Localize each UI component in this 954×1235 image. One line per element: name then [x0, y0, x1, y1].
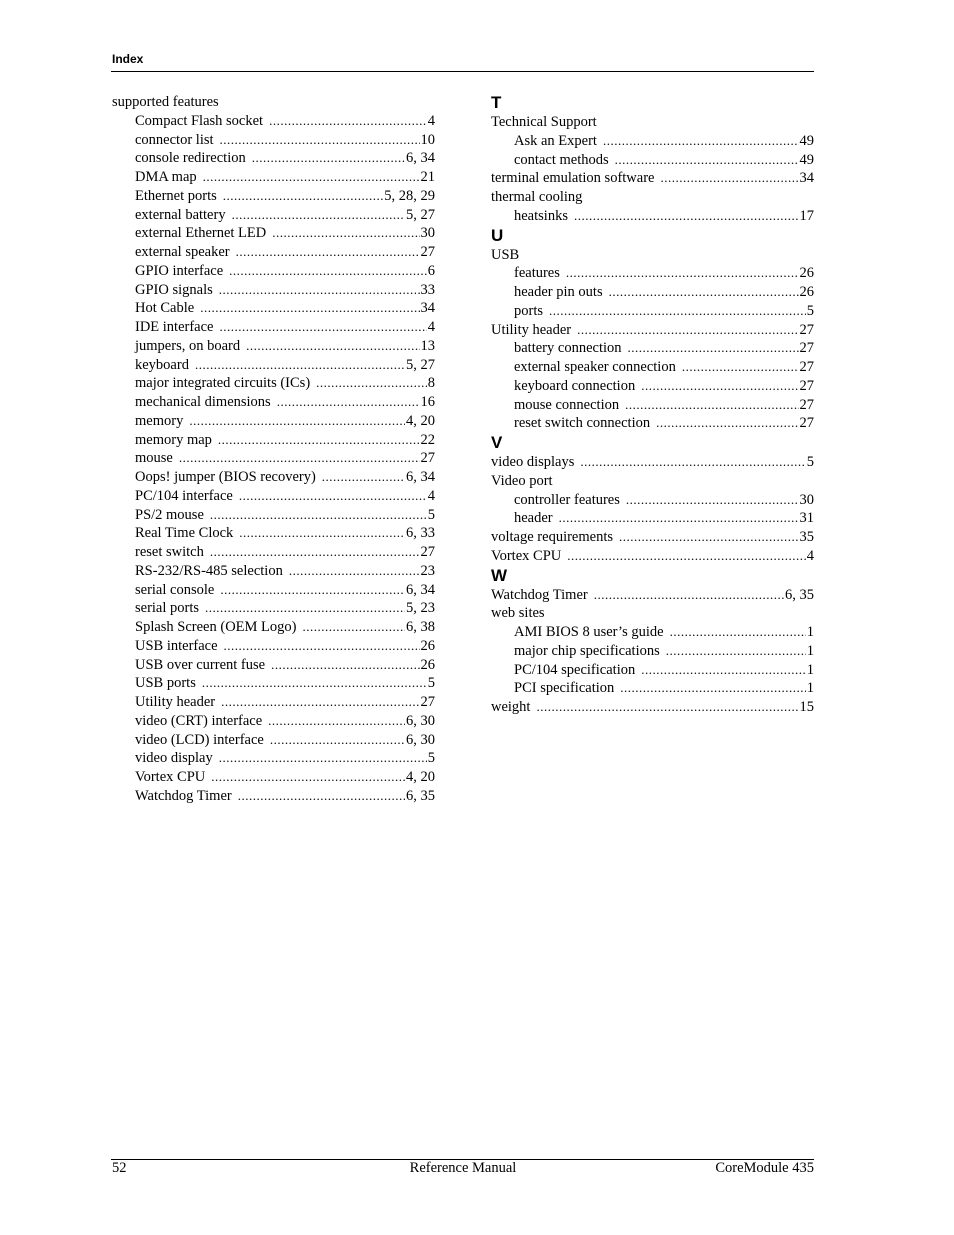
page-reference: 4 [806, 547, 814, 564]
index-subentry [491, 661, 814, 680]
dot-leader [615, 151, 799, 170]
index-term: features [514, 265, 560, 282]
page-reference: 27 [799, 396, 814, 413]
dot-leader [238, 787, 405, 806]
dot-leader [625, 396, 798, 415]
page-reference: 26 [420, 656, 435, 673]
dot-leader [203, 168, 420, 187]
index-term: Watchdog Timer [491, 586, 588, 603]
index-subentry [112, 337, 435, 356]
dot-leader [620, 679, 805, 698]
dot-leader [229, 262, 427, 281]
running-header: Index [112, 52, 144, 66]
index-column-right [491, 93, 814, 717]
page-reference: 5, 23 [406, 600, 435, 617]
dot-leader [221, 693, 419, 712]
dot-leader [220, 131, 420, 150]
index-subentry [491, 264, 814, 283]
page-reference: 23 [420, 562, 435, 579]
dot-leader [205, 599, 405, 618]
index-subentry [491, 396, 814, 415]
index-term: Compact Flash socket [135, 112, 264, 129]
page-reference: 4, 20 [406, 769, 435, 785]
dot-leader [670, 623, 806, 642]
index-term: keyboard [135, 356, 189, 373]
dot-leader [195, 356, 405, 375]
index-subentry [112, 318, 435, 337]
page-reference: 6, 34 [406, 581, 435, 598]
dot-leader [269, 112, 427, 131]
page-reference: 6, 33 [406, 525, 435, 542]
index-term: Hot Cable [135, 300, 195, 317]
index-term: RS-232/RS-485 selection [135, 562, 283, 579]
page-reference: 27 [799, 321, 814, 338]
dot-leader [609, 283, 799, 302]
dot-leader [219, 749, 427, 768]
page-reference: 27 [799, 415, 814, 432]
page-reference: 6, 35 [406, 787, 435, 804]
dot-leader [641, 377, 798, 396]
dot-leader [223, 187, 384, 206]
index-subentry [112, 412, 435, 431]
index-entry [491, 547, 814, 566]
dot-leader [559, 509, 799, 528]
index-term: console redirection [135, 150, 246, 167]
page-reference: 5, 27 [406, 206, 435, 223]
index-term: PC/104 interface [135, 487, 233, 504]
index-subentry [112, 468, 435, 487]
index-term: external Ethernet LED [135, 225, 267, 242]
dot-leader [179, 449, 420, 468]
index-subentry [112, 656, 435, 675]
index-subentry [112, 637, 435, 656]
page-reference: 30 [799, 491, 814, 508]
index-subentry [112, 674, 435, 693]
index-term: video (CRT) interface [135, 712, 263, 729]
dot-leader [189, 412, 405, 431]
index-entry [491, 586, 814, 605]
index-entry [491, 113, 814, 132]
page-reference: 5, 28, 29 [384, 187, 435, 204]
index-letter-heading: V [491, 433, 503, 452]
index-term: video display [135, 750, 213, 767]
index-term: Real Time Clock [135, 525, 234, 542]
index-term: reset switch [135, 544, 204, 560]
index-subentry [112, 431, 435, 450]
index-entry [491, 528, 814, 547]
index-term: AMI BIOS 8 user’s guide [514, 624, 664, 640]
index-term: mechanical dimensions [135, 394, 271, 410]
index-subentry [112, 543, 435, 562]
index-entry [491, 321, 814, 340]
page-reference: 49 [799, 132, 814, 149]
index-term: video (LCD) interface [135, 731, 264, 748]
dot-leader [218, 431, 420, 450]
index-term: supported features [112, 94, 219, 110]
index-term: Oops! jumper (BIOS recovery) [135, 469, 316, 485]
dot-leader [580, 453, 805, 472]
index-column-left [112, 93, 435, 806]
footer-title: Reference Manual [409, 1160, 517, 1176]
index-subentry [112, 168, 435, 187]
index-subentry [491, 414, 814, 433]
page-reference: 4 [427, 319, 435, 335]
index-term: video displays [491, 454, 575, 470]
index-entry [491, 246, 814, 265]
index-subentry [112, 356, 435, 375]
dot-leader [577, 321, 798, 340]
page-reference: 1 [806, 680, 814, 697]
index-subentry [491, 302, 814, 321]
index-entry [491, 604, 814, 623]
page-reference: 13 [420, 337, 435, 354]
index-term: PS/2 mouse [135, 506, 204, 523]
dot-leader [268, 712, 405, 731]
page-reference: 6 [427, 262, 435, 279]
page-reference: 26 [420, 637, 435, 654]
index-subentry [112, 618, 435, 637]
index-term: Splash Screen (OEM Logo) [135, 619, 297, 635]
dot-leader [536, 698, 798, 717]
dot-leader [220, 581, 405, 600]
index-term: terminal emulation software [491, 170, 655, 187]
index-subentry [491, 358, 814, 377]
index-term: PC/104 specification [514, 661, 636, 678]
page-reference: 5 [806, 454, 814, 470]
dot-leader [239, 487, 427, 506]
index-subentry [491, 491, 814, 510]
index-subentry [112, 131, 435, 150]
index-subentry [112, 749, 435, 768]
index-term: USB interface [135, 637, 218, 654]
dot-leader [200, 299, 419, 318]
index-entry [112, 93, 435, 112]
index-term: external speaker [135, 244, 230, 260]
dot-leader [619, 528, 799, 547]
dot-leader [224, 637, 420, 656]
page-reference: 4 [427, 112, 435, 129]
index-entry [491, 169, 814, 188]
index-term: serial console [135, 581, 215, 598]
page-reference: 22 [420, 431, 435, 448]
page-reference: 5 [806, 302, 814, 319]
index-term: Ethernet ports [135, 187, 217, 204]
index-entry [491, 188, 814, 207]
index-entry [491, 698, 814, 717]
page-reference: 26 [799, 265, 814, 282]
index-term: Utility header [491, 321, 572, 338]
page-reference: 31 [799, 510, 814, 527]
index-term: keyboard connection [514, 377, 636, 394]
header-rule [111, 71, 814, 72]
page-reference: 35 [799, 529, 814, 545]
dot-leader [232, 206, 405, 225]
index-subentry [112, 599, 435, 618]
dot-leader [603, 132, 799, 151]
index-subentry [491, 642, 814, 661]
index-term: ports [514, 302, 543, 319]
index-term: Utility header [135, 694, 216, 710]
index-term: DMA map [135, 169, 197, 185]
dot-leader [660, 169, 798, 188]
page-reference: 6, 30 [406, 712, 435, 729]
index-subentry [112, 281, 435, 300]
index-term: GPIO signals [135, 281, 213, 298]
index-letter-heading: U [491, 225, 504, 245]
page-reference: 27 [420, 450, 435, 467]
page-reference: 16 [420, 394, 435, 410]
index-term: USB ports [135, 675, 196, 692]
page-reference: 27 [799, 340, 814, 357]
page-reference: 27 [420, 244, 435, 260]
page-reference: 6, 38 [406, 619, 435, 635]
dot-leader [666, 642, 806, 661]
page-reference: 1 [806, 661, 814, 678]
page-reference: 5 [427, 750, 435, 767]
page-reference: 5 [427, 506, 435, 523]
dot-leader [594, 586, 784, 605]
page-reference: 34 [799, 170, 814, 187]
index-term: header pin outs [514, 284, 603, 300]
index-term: header [514, 510, 553, 527]
page-reference: 4 [427, 487, 435, 504]
index-term: Ask an Expert [514, 132, 597, 149]
index-subentry [112, 449, 435, 468]
dot-leader [322, 468, 405, 487]
index-term: weight [491, 699, 531, 715]
page-reference: 27 [799, 359, 814, 375]
index-term: thermal cooling [491, 189, 583, 205]
index-subentry [112, 731, 435, 750]
index-term: heatsinks [514, 207, 568, 224]
index-subentry [112, 149, 435, 168]
dot-leader [626, 491, 799, 510]
page-reference: 1 [806, 624, 814, 640]
page-reference: 17 [799, 207, 814, 224]
page-reference: 33 [420, 281, 435, 298]
index-term: mouse connection [514, 396, 620, 413]
dot-leader [682, 358, 799, 377]
page-reference: 6, 35 [785, 586, 814, 603]
dot-leader [210, 543, 420, 562]
dot-leader [277, 393, 420, 412]
index-term: Vortex CPU [491, 547, 562, 564]
dot-leader [567, 547, 806, 566]
dot-leader [566, 264, 799, 283]
index-subentry [491, 339, 814, 358]
index-subentry [112, 224, 435, 243]
dot-leader [252, 149, 405, 168]
page-reference: 4, 20 [406, 412, 435, 429]
page-reference: 34 [420, 300, 435, 317]
dot-leader [549, 302, 806, 321]
page-reference: 1 [806, 642, 814, 659]
index-term: GPIO interface [135, 262, 224, 279]
footer-product: CoreModule 435 [715, 1160, 814, 1176]
index-subentry [112, 562, 435, 581]
index-subentry [112, 487, 435, 506]
index-term: reset switch connection [514, 415, 651, 432]
index-term: major integrated circuits (ICs) [135, 375, 311, 392]
index-term: major chip specifications [514, 642, 660, 659]
index-subentry [491, 623, 814, 642]
index-term: memory [135, 412, 184, 429]
page-number: 52 [112, 1160, 127, 1176]
page-reference: 21 [420, 169, 435, 185]
index-term: USB [491, 246, 520, 263]
dot-leader [239, 524, 405, 543]
index-subentry [112, 112, 435, 131]
index-subentry [491, 377, 814, 396]
page-reference: 6, 34 [406, 469, 435, 485]
index-subentry [112, 206, 435, 225]
index-subentry [491, 283, 814, 302]
page-reference: 6, 30 [406, 731, 435, 748]
index-term: battery connection [514, 340, 622, 357]
dot-leader [210, 506, 427, 525]
index-term: voltage requirements [491, 529, 613, 545]
index-term: contact methods [514, 151, 609, 168]
index-term: mouse [135, 450, 173, 467]
dot-leader [628, 339, 799, 358]
dot-leader [220, 318, 427, 337]
index-letter-heading: T [491, 93, 502, 112]
dot-leader [211, 768, 405, 787]
page-reference: 5 [427, 675, 435, 692]
index-subentry [112, 187, 435, 206]
dot-leader [316, 374, 427, 393]
dot-leader [236, 243, 420, 262]
dot-leader [272, 224, 419, 243]
index-term: PCI specification [514, 680, 615, 697]
index-subentry [112, 262, 435, 281]
index-letter-heading: W [491, 565, 508, 585]
page-reference: 27 [420, 544, 435, 560]
index-subentry [112, 693, 435, 712]
index-term: IDE interface [135, 319, 214, 335]
index-subentry [491, 132, 814, 151]
index-entry [491, 453, 814, 472]
index-term: memory map [135, 431, 212, 448]
index-term: Vortex CPU [135, 769, 206, 785]
index-term: external battery [135, 206, 226, 223]
index-term: external speaker connection [514, 359, 676, 375]
index-term: jumpers, on board [135, 337, 241, 354]
page-reference: 8 [427, 375, 435, 392]
dot-leader [656, 414, 798, 433]
dot-leader [246, 337, 419, 356]
index-term: Watchdog Timer [135, 787, 232, 804]
index-subentry [112, 712, 435, 731]
dot-leader [574, 207, 799, 226]
index-subentry [491, 679, 814, 698]
index-term: controller features [514, 491, 620, 508]
page-reference: 15 [799, 699, 814, 715]
index-term: Technical Support [491, 114, 597, 130]
page-reference: 49 [799, 151, 814, 168]
index-subentry [491, 151, 814, 170]
index-term: serial ports [135, 600, 200, 617]
index-subentry [112, 393, 435, 412]
page-reference: 10 [420, 131, 435, 148]
page-reference: 6, 34 [406, 150, 435, 167]
dot-leader [289, 562, 420, 581]
index-term: connector list [135, 131, 214, 148]
index-subentry [491, 509, 814, 528]
page-reference: 5, 27 [406, 356, 435, 373]
index-subentry [112, 524, 435, 543]
dot-leader [641, 661, 806, 680]
dot-leader [271, 656, 419, 675]
page-reference: 27 [799, 377, 814, 394]
index-term: Video port [491, 472, 553, 489]
index-subentry [112, 506, 435, 525]
page-reference: 26 [799, 284, 814, 300]
index-term: USB over current fuse [135, 656, 266, 673]
index-subentry [112, 299, 435, 318]
index-subentry [112, 243, 435, 262]
index-subentry [112, 787, 435, 806]
index-subentry [112, 581, 435, 600]
index-entry [491, 472, 814, 491]
dot-leader [270, 731, 405, 750]
dot-leader [219, 281, 420, 300]
index-subentry [112, 374, 435, 393]
index-term: web sites [491, 605, 545, 622]
index-subentry [112, 768, 435, 787]
dot-leader [302, 618, 405, 637]
page-reference: 27 [420, 694, 435, 710]
page-reference: 30 [420, 225, 435, 242]
index-subentry [491, 207, 814, 226]
dot-leader [202, 674, 427, 693]
